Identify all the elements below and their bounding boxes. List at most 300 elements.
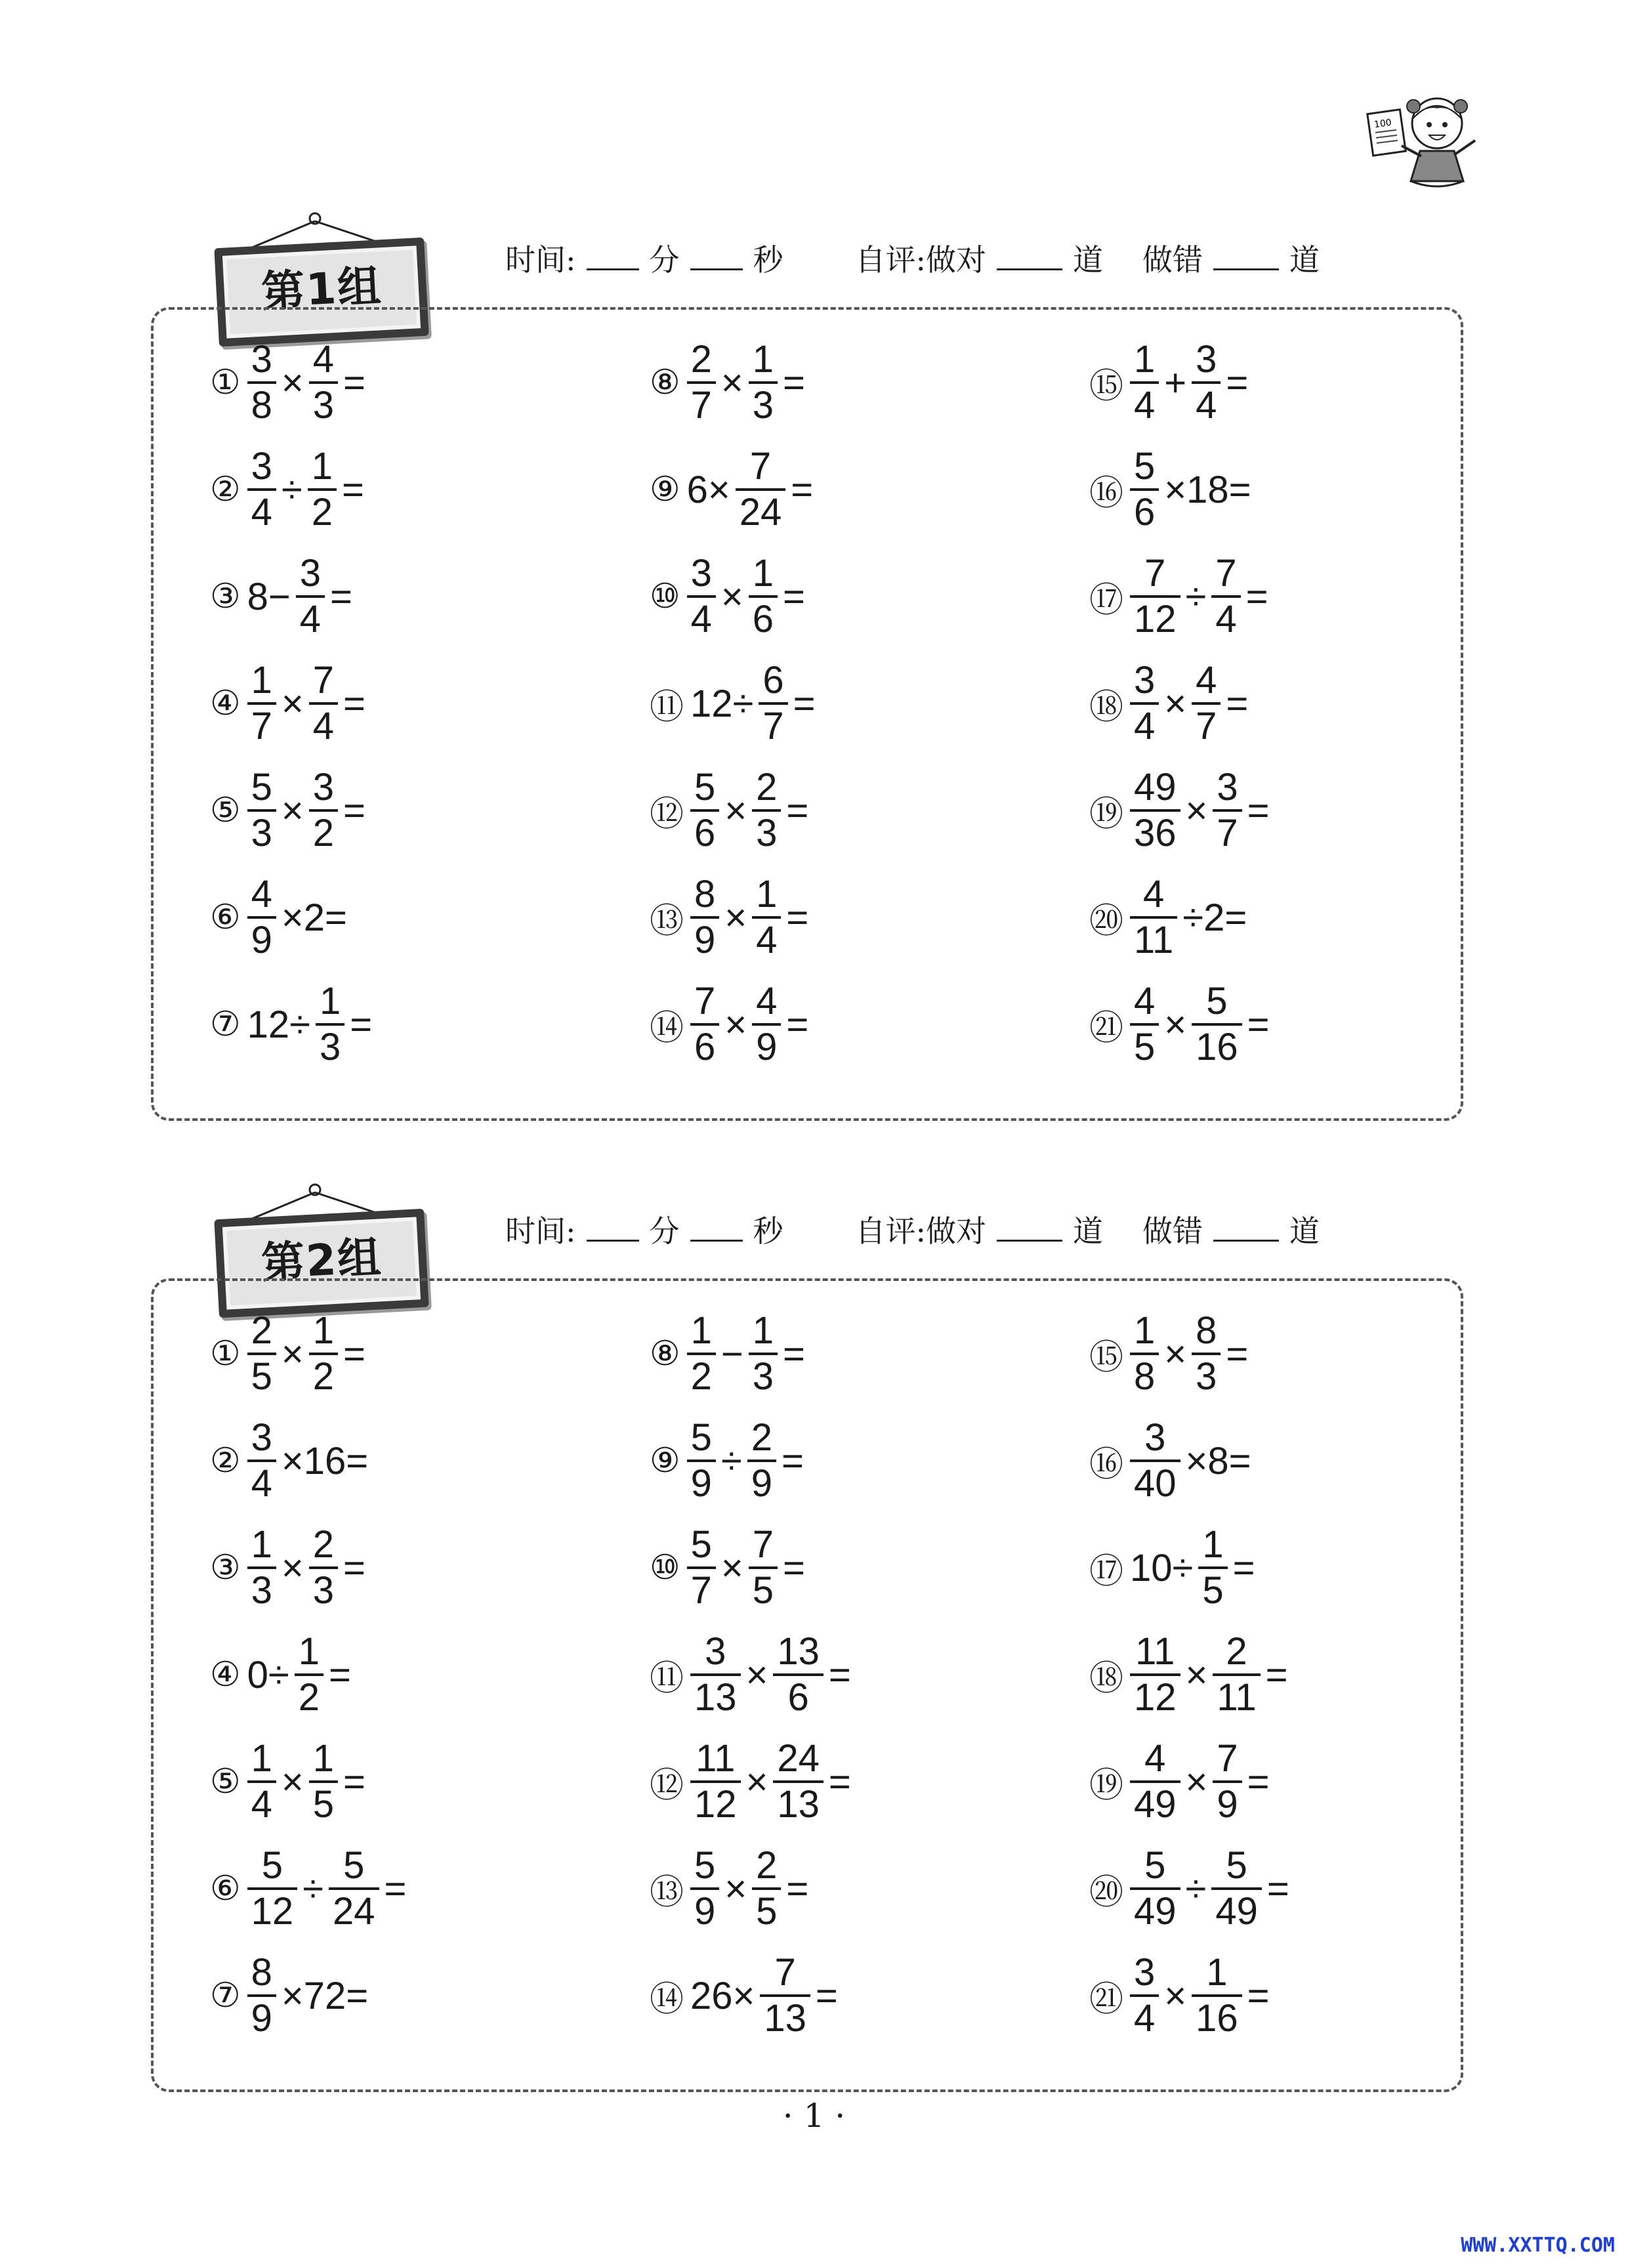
minutes-label: 分 <box>649 242 680 278</box>
time-label: 时间: <box>505 1213 576 1249</box>
denominator: 4 <box>1196 384 1217 427</box>
problem-item <box>210 547 355 646</box>
problem-number: ⑱ <box>1089 1658 1124 1698</box>
correct-unit-label: 道 <box>1073 1213 1103 1249</box>
operator: × <box>1185 1760 1208 1803</box>
fraction <box>329 1844 379 1933</box>
fraction <box>296 552 325 640</box>
problem-number: ⑫ <box>650 794 684 834</box>
group-title-sign <box>217 207 433 318</box>
wrong-label: 做错 <box>1142 1213 1203 1249</box>
operator: = <box>828 1653 851 1696</box>
numerator: 8 <box>251 1951 272 1994</box>
fraction <box>749 338 778 427</box>
denominator: 6 <box>787 1676 809 1719</box>
numerator: 1 <box>1134 1309 1156 1352</box>
fraction <box>247 1951 276 2040</box>
fraction <box>690 768 719 852</box>
problem-number: ⑨ <box>650 470 680 509</box>
problem-item <box>210 1626 354 1724</box>
problem-item <box>210 761 368 860</box>
fraction <box>1192 982 1242 1066</box>
denominator: 4 <box>251 491 272 534</box>
operator: = <box>793 682 816 725</box>
fraction <box>308 445 337 534</box>
wrong-unit-label: 道 <box>1289 1213 1320 1249</box>
denominator: 49 <box>1215 1890 1258 1933</box>
denominator: 40 <box>1134 1462 1177 1505</box>
denominator: 3 <box>1196 1355 1217 1398</box>
problem-item <box>210 1412 371 1510</box>
problem-number: ⑥ <box>210 1869 241 1908</box>
denominator: 13 <box>764 1997 806 2040</box>
problem-number: ③ <box>210 1548 241 1587</box>
numerator: 7 <box>774 1951 796 1994</box>
problem-number: ⑳ <box>1089 901 1124 941</box>
denominator: 24 <box>739 491 782 534</box>
numerator: 1 <box>251 1523 272 1566</box>
operator: ÷ <box>1185 1867 1207 1910</box>
fraction <box>1130 1309 1159 1398</box>
numerator: 7 <box>1144 552 1166 595</box>
operator: × <box>724 896 747 939</box>
mascot-girl-icon <box>1365 85 1483 197</box>
numerator: 49 <box>1134 766 1177 808</box>
numerator: 1 <box>312 1309 335 1352</box>
numerator: 7 <box>752 1523 774 1566</box>
fraction <box>309 1523 338 1612</box>
operator: = <box>828 1760 851 1803</box>
numerator: 2 <box>751 1416 772 1459</box>
problem-item <box>1089 1946 1272 2045</box>
fraction <box>690 1630 741 1719</box>
numerator: 2 <box>1226 1630 1247 1673</box>
numerator: 5 <box>1206 980 1228 1022</box>
operator: = <box>783 361 805 404</box>
fraction <box>1192 1309 1221 1398</box>
minutes-blank[interactable] <box>587 1215 639 1242</box>
fraction <box>1192 338 1221 427</box>
fraction <box>749 552 778 640</box>
operator: × <box>1164 1332 1187 1376</box>
fraction <box>247 338 276 427</box>
problem-item <box>1089 547 1271 646</box>
fraction <box>1130 659 1159 747</box>
problem-number: ⑪ <box>650 1658 684 1698</box>
numerator: 2 <box>756 766 778 808</box>
problem-item <box>1089 975 1272 1074</box>
problem-number: ⑭ <box>650 1008 684 1048</box>
denominator: 4 <box>756 919 778 961</box>
denominator: 11 <box>1217 1676 1257 1719</box>
problem-item <box>1089 868 1249 967</box>
problem-item <box>1089 440 1254 539</box>
numerator: 3 <box>1134 659 1156 702</box>
numerator: 2 <box>690 338 712 381</box>
denominator: 7 <box>762 705 784 747</box>
problem-number: ⑭ <box>650 1979 684 2019</box>
denominator: 3 <box>756 812 778 854</box>
problem-number: ④ <box>210 1655 241 1694</box>
problem-number: ④ <box>210 684 241 723</box>
denominator: 12 <box>694 1783 737 1826</box>
numerator: 1 <box>251 659 272 702</box>
problem-item <box>210 440 367 539</box>
numerator: 3 <box>251 1416 272 1459</box>
fraction <box>752 768 781 852</box>
operator: × <box>724 789 747 832</box>
denominator: 9 <box>690 1462 712 1505</box>
operator: × <box>1185 1653 1208 1696</box>
problem-item <box>1089 1732 1272 1831</box>
problem-item <box>1089 654 1251 753</box>
denominator: 7 <box>251 705 272 747</box>
denominator: 4 <box>251 1462 272 1505</box>
operator: × <box>720 1546 743 1589</box>
operator: ÷ <box>720 1439 742 1482</box>
denominator: 2 <box>312 812 335 854</box>
numerator: 1 <box>752 1309 774 1352</box>
operator: = <box>1247 1974 1270 2017</box>
operator: × <box>281 682 304 725</box>
minutes-blank[interactable] <box>587 243 639 270</box>
fraction <box>687 552 716 640</box>
problem-item <box>1089 1412 1254 1510</box>
operator: − <box>720 1332 743 1376</box>
problem-number: ⑦ <box>210 1005 241 1044</box>
operator: × <box>281 1546 304 1589</box>
denominator: 7 <box>690 1569 712 1612</box>
fraction <box>295 1630 324 1719</box>
fraction <box>773 1630 824 1719</box>
denominator: 5 <box>251 1355 272 1398</box>
denominator: 9 <box>751 1462 772 1505</box>
fraction <box>760 1951 810 2040</box>
denominator: 4 <box>299 598 322 640</box>
denominator: 5 <box>1202 1569 1224 1612</box>
problem-number: ⑰ <box>1089 580 1124 620</box>
numerator: 4 <box>756 980 778 1022</box>
problem-item <box>210 1732 368 1831</box>
fraction <box>773 1737 824 1826</box>
operator: ÷ <box>1185 575 1207 618</box>
denominator: 6 <box>1134 491 1156 534</box>
correct-unit-label: 道 <box>1073 242 1103 278</box>
watermark: WWW.XXTTQ.COM <box>1461 2234 1615 2257</box>
numerator: 11 <box>1135 1630 1175 1673</box>
numerator: 3 <box>312 766 335 808</box>
numerator: 4 <box>1134 980 1156 1022</box>
numerator: 5 <box>261 1844 283 1887</box>
problem-number: ⑬ <box>650 901 684 941</box>
fraction <box>690 982 719 1066</box>
problem-number: ⑪ <box>650 687 684 727</box>
operator: × <box>1185 789 1208 832</box>
fraction <box>309 1737 338 1826</box>
operator: = <box>783 1546 805 1589</box>
problem-number: ⑨ <box>650 1441 680 1480</box>
denominator: 4 <box>312 705 335 747</box>
operator: × <box>281 361 304 404</box>
problem-number: ⑥ <box>210 898 241 937</box>
group-title: 第1组 <box>260 261 384 318</box>
operator: = <box>343 1760 365 1803</box>
denominator: 3 <box>251 1569 272 1612</box>
wrong-count-blank[interactable] <box>1213 243 1279 270</box>
denominator: 13 <box>777 1783 820 1826</box>
seconds-label: 秒 <box>753 1213 783 1249</box>
fraction <box>1211 552 1240 640</box>
numerator: 5 <box>694 766 716 808</box>
problem-item <box>650 868 811 967</box>
operator: = <box>791 468 814 511</box>
numerator: 3 <box>299 552 322 595</box>
numerator: 3 <box>1144 1416 1166 1459</box>
problem-item <box>210 1519 368 1617</box>
numerator: 3 <box>1134 1951 1156 1994</box>
fraction <box>247 445 276 534</box>
fraction <box>309 338 338 427</box>
denominator: 2 <box>311 491 333 534</box>
fraction <box>1213 768 1242 852</box>
problem-item <box>650 654 818 753</box>
seconds-blank[interactable] <box>690 1215 743 1242</box>
fraction <box>247 659 276 747</box>
numerator: 3 <box>705 1630 726 1673</box>
problem-item <box>210 1839 409 1938</box>
fraction <box>316 982 344 1066</box>
operator: 26× <box>690 1974 755 2017</box>
denominator: 6 <box>694 812 716 854</box>
operator: 6× <box>686 468 730 511</box>
fraction <box>1130 768 1180 852</box>
denominator: 2 <box>690 1355 712 1398</box>
problem-item <box>210 654 368 753</box>
correct-count-blank[interactable] <box>997 1215 1062 1242</box>
operator: × <box>720 575 743 618</box>
problem-item <box>210 975 375 1074</box>
group-title: 第2组 <box>260 1232 384 1289</box>
wrong-unit-label: 道 <box>1289 242 1320 278</box>
problem-item <box>1089 333 1251 432</box>
problem-item <box>650 1305 808 1403</box>
operator: 12÷ <box>247 1003 310 1046</box>
operator: × <box>1164 1003 1187 1046</box>
eval-correct-label: 自评:做对 <box>855 242 986 278</box>
denominator: 3 <box>752 1355 774 1398</box>
fraction <box>1130 338 1159 427</box>
fraction <box>247 1416 276 1505</box>
operator: × <box>745 1653 768 1696</box>
numerator: 4 <box>1142 873 1165 915</box>
problem-item <box>1089 761 1272 860</box>
denominator: 8 <box>251 384 272 427</box>
numerator: 11 <box>696 1737 736 1780</box>
denominator: 4 <box>251 1783 272 1826</box>
operator: × <box>1164 1974 1187 2017</box>
fraction <box>1130 445 1159 534</box>
mascot-paper-text: 100 <box>1373 117 1392 131</box>
operator: × <box>724 1867 747 1910</box>
numerator: 5 <box>690 1416 712 1459</box>
fraction <box>1130 1416 1180 1505</box>
seconds-blank[interactable] <box>690 243 743 270</box>
operator: = <box>786 896 809 939</box>
problem-number: ⑤ <box>210 1762 241 1801</box>
denominator: 9 <box>694 919 716 961</box>
operator: ÷ <box>303 1867 324 1910</box>
numerator: 5 <box>343 1844 365 1887</box>
fraction <box>1130 1951 1159 2040</box>
problem-item <box>1089 1519 1258 1617</box>
numerator: 1 <box>690 1309 712 1352</box>
denominator: 3 <box>319 1026 341 1068</box>
fraction <box>687 1309 716 1398</box>
denominator: 49 <box>1134 1890 1177 1933</box>
operator: × <box>281 1332 304 1376</box>
numerator: 5 <box>694 1844 716 1887</box>
denominator: 49 <box>1134 1783 1177 1826</box>
denominator: 5 <box>756 1890 778 1933</box>
problem-number: ⑲ <box>1089 1765 1124 1805</box>
operator: = <box>343 1332 365 1376</box>
operator: × <box>281 789 304 832</box>
numerator: 5 <box>251 766 272 808</box>
problem-number: ⑮ <box>1089 366 1124 406</box>
problem-item <box>1089 1839 1292 1938</box>
operator: 10÷ <box>1130 1546 1194 1589</box>
numerator: 5 <box>690 1523 712 1566</box>
operator: = <box>350 1003 373 1046</box>
problem-number: ⑮ <box>1089 1337 1124 1377</box>
problem-item <box>210 1305 368 1403</box>
denominator: 5 <box>1134 1026 1156 1068</box>
operator: = <box>1247 1760 1270 1803</box>
operator: 12÷ <box>690 682 754 725</box>
problem-item <box>210 1946 371 2045</box>
fraction <box>749 1309 778 1398</box>
operator: = <box>330 575 352 618</box>
fraction <box>1130 1844 1180 1933</box>
numerator: 24 <box>777 1737 820 1780</box>
denominator: 9 <box>694 1890 716 1933</box>
fraction <box>752 982 781 1066</box>
problem-number: ⑫ <box>650 1765 684 1805</box>
numerator: 6 <box>762 659 784 702</box>
denominator: 12 <box>1134 598 1177 640</box>
numerator: 4 <box>251 873 272 915</box>
numerator: 1 <box>1206 1951 1228 1994</box>
fraction <box>247 1523 276 1612</box>
fraction <box>1130 1737 1180 1826</box>
eval-correct-label: 自评:做对 <box>855 1213 986 1249</box>
self-eval-header <box>505 236 1437 280</box>
problem-item <box>650 1839 811 1938</box>
operator: = <box>783 1332 805 1376</box>
denominator: 5 <box>312 1783 335 1826</box>
fraction <box>247 1844 298 1933</box>
operator: = <box>343 1546 365 1589</box>
operator: = <box>1247 789 1270 832</box>
operator: = <box>783 575 805 618</box>
numerator: 1 <box>1134 338 1156 381</box>
numerator: 1 <box>756 873 778 915</box>
numerator: 3 <box>690 552 712 595</box>
problem-number: ⑯ <box>1089 1444 1124 1484</box>
problem-number: ⑲ <box>1089 794 1124 834</box>
numerator: 3 <box>1196 338 1217 381</box>
fraction <box>309 768 338 852</box>
denominator: 4 <box>1134 705 1156 747</box>
denominator: 4 <box>1134 1997 1156 2040</box>
denominator: 4 <box>690 598 712 640</box>
wrong-count-blank[interactable] <box>1213 1215 1279 1242</box>
operator: = <box>815 1974 838 2017</box>
problem-number: ㉑ <box>1089 1979 1124 2019</box>
operator: + <box>1164 361 1187 404</box>
fraction <box>690 1844 719 1933</box>
fraction <box>752 1844 781 1933</box>
fraction <box>247 1309 276 1398</box>
operator: = <box>786 1003 809 1046</box>
denominator: 11 <box>1134 919 1174 961</box>
fraction <box>1192 659 1221 747</box>
numerator: 1 <box>251 1737 272 1780</box>
denominator: 6 <box>752 598 774 640</box>
group-title-sign <box>217 1178 433 1289</box>
problem-number: ③ <box>210 577 241 616</box>
time-label: 时间: <box>505 242 576 278</box>
problem-number: ⑳ <box>1089 1872 1124 1912</box>
problem-item <box>650 1732 854 1831</box>
numerator: 13 <box>777 1630 820 1673</box>
fraction <box>690 875 719 959</box>
fraction <box>747 1416 776 1505</box>
operator: = <box>343 682 365 725</box>
operator: = <box>384 1867 407 1910</box>
operator: × <box>724 1003 747 1046</box>
problem-number: ⑯ <box>1089 473 1124 513</box>
denominator: 2 <box>312 1355 335 1398</box>
operator: = <box>782 1439 804 1482</box>
operator: ÷ <box>281 468 303 511</box>
fraction <box>1130 1630 1180 1719</box>
fraction <box>690 1737 741 1826</box>
numerator: 2 <box>312 1523 335 1566</box>
numerator: 7 <box>694 980 716 1022</box>
wrong-label: 做错 <box>1142 242 1203 278</box>
problem-item <box>210 333 368 432</box>
fraction <box>1211 1844 1262 1933</box>
problem-number: ⑤ <box>210 791 241 830</box>
denominator: 12 <box>1134 1676 1177 1719</box>
numerator: 3 <box>1217 766 1238 808</box>
denominator: 16 <box>1196 1026 1238 1068</box>
problem-item <box>210 868 350 967</box>
problem-number: ② <box>210 470 241 509</box>
fraction <box>1198 1523 1227 1612</box>
denominator: 8 <box>1134 1355 1156 1398</box>
operator: = <box>328 1653 351 1696</box>
numerator: 4 <box>1144 1737 1166 1780</box>
operator: ×16= <box>281 1439 369 1482</box>
denominator: 12 <box>251 1890 294 1933</box>
problem-item <box>650 333 808 432</box>
correct-count-blank[interactable] <box>997 243 1062 270</box>
denominator: 3 <box>312 384 335 427</box>
problem-number: ① <box>210 363 241 402</box>
fraction <box>247 875 276 959</box>
